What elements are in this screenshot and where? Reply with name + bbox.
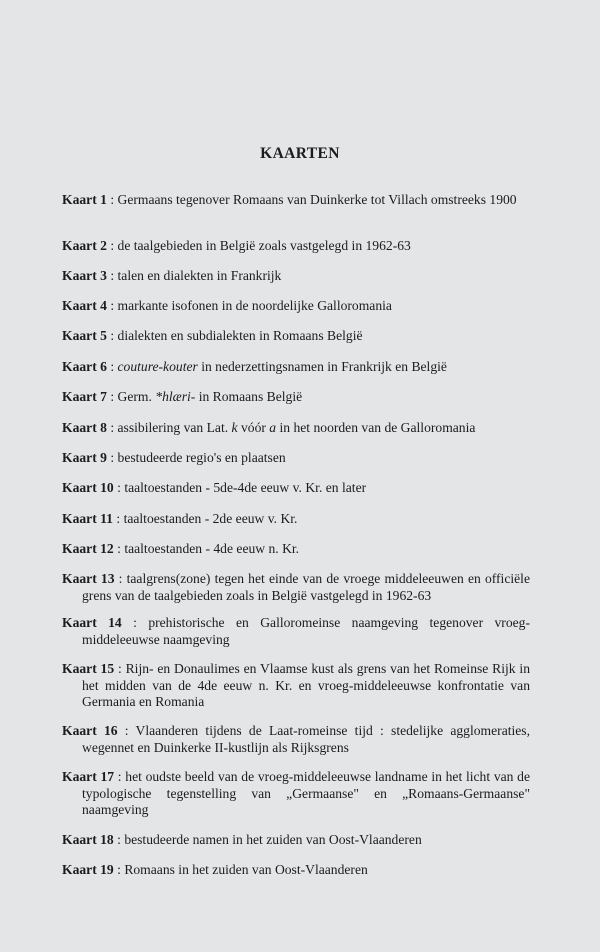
map-entry-8 xyxy=(62,420,530,437)
map-entry-18 xyxy=(62,832,530,849)
entry-italic-term: k xyxy=(231,420,238,435)
entry-separator: : xyxy=(106,389,118,404)
entry-text-pre: assibilering van Lat. xyxy=(117,420,232,435)
entry-text: bestudeerde regio's en plaatsen xyxy=(117,450,286,465)
entry-label: Kaart 13 xyxy=(62,571,115,586)
entry-separator: : xyxy=(113,480,125,495)
entry-text: Vlaanderen tijdens de Laat-romeinse tijd : stedelijke agglomeraties, wegennet en Duinkerke II-kustlijn als Rijksgrens xyxy=(82,723,530,755)
map-entry-10 xyxy=(62,480,530,497)
entry-separator: : xyxy=(106,359,118,374)
entry-label: Kaart 11 xyxy=(62,511,113,526)
entry-text: prehistorische en Galloromeinse naamgeving tegenover vroeg-middeleeuwse naamgeving xyxy=(82,615,530,647)
map-entry-11 xyxy=(62,511,530,528)
map-entry-3 xyxy=(62,268,530,285)
entry-text: taaltoestanden - 4de eeuw n. Kr. xyxy=(124,541,300,556)
entry-separator: : xyxy=(106,268,118,283)
entry-label: Kaart 7 xyxy=(62,389,107,404)
entry-separator: : xyxy=(121,615,149,630)
entry-separator: : xyxy=(106,298,118,313)
entry-separator: : xyxy=(106,328,118,343)
map-entry-16 xyxy=(62,723,530,756)
map-entry-15 xyxy=(62,661,530,711)
entry-text: in Romaans België xyxy=(195,389,303,404)
entry-separator: : xyxy=(112,511,124,526)
entry-label: Kaart 5 xyxy=(62,328,107,343)
entry-text-pre: Germ. xyxy=(117,389,156,404)
entry-label: Kaart 3 xyxy=(62,268,107,283)
entry-separator: : xyxy=(106,192,118,207)
entry-label: Kaart 6 xyxy=(62,359,107,374)
entry-text: taaltoestanden - 5de-4de eeuw v. Kr. en later xyxy=(124,480,367,495)
entry-label: Kaart 18 xyxy=(62,832,114,847)
entry-label: Kaart 4 xyxy=(62,298,107,313)
entry-label: Kaart 15 xyxy=(62,661,115,676)
map-entry-19 xyxy=(62,862,530,879)
map-entry-2 xyxy=(62,238,530,255)
entry-text: markante isofonen in de noordelijke Galloromania xyxy=(117,298,392,313)
entry-label: Kaart 1 xyxy=(62,192,107,207)
entry-text: talen en dialekten in Frankrijk xyxy=(117,268,282,283)
entry-label: Kaart 17 xyxy=(62,769,115,784)
entry-text: de taalgebieden in België zoals vastgelegd in 1962-63 xyxy=(117,238,411,253)
map-entry-13 xyxy=(62,571,530,604)
entry-italic-term: couture-kouter xyxy=(117,359,198,374)
entry-separator: : xyxy=(117,723,136,738)
entry-text: in nederzettingsnamen in Frankrijk en België xyxy=(197,359,447,374)
entry-text: Rijn- en Donaulimes en Vlaamse kust als grens van het Romeinse Rijk in het midden van de 4de eeuw n. Kr. en vroeg-middeleeuwse konfrontatie van Germania en Romania xyxy=(82,661,530,709)
entry-label: Kaart 12 xyxy=(62,541,114,556)
entry-separator: : xyxy=(114,769,126,784)
entry-separator: : xyxy=(106,238,118,253)
entry-label: Kaart 8 xyxy=(62,420,107,435)
entry-text-mid: vóór xyxy=(237,420,270,435)
entry-separator: : xyxy=(106,420,118,435)
entry-label: Kaart 14 xyxy=(62,615,122,630)
entry-text: taaltoestanden - 2de eeuw v. Kr. xyxy=(123,511,298,526)
entry-separator: : xyxy=(113,862,125,877)
entry-separator: : xyxy=(114,571,127,586)
entry-separator: : xyxy=(106,450,118,465)
entry-label: Kaart 2 xyxy=(62,238,107,253)
entry-label: Kaart 10 xyxy=(62,480,114,495)
page-title: KAARTEN xyxy=(260,145,340,162)
entry-text: in het noorden van de Galloromania xyxy=(276,420,476,435)
entry-label: Kaart 9 xyxy=(62,450,107,465)
entry-separator: : xyxy=(114,661,126,676)
entry-text: taalgrens(zone) tegen het einde van de vroege middeleeuwen en officiële grens van de taalgebieden zoals in België vastgelegd in 1962-63 xyxy=(82,571,530,603)
entry-text: bestudeerde namen in het zuiden van Oost-Vlaanderen xyxy=(124,832,422,847)
entry-italic-term: *hlæri- xyxy=(155,389,196,404)
entry-text: dialekten en subdialekten in Romaans België xyxy=(117,328,363,343)
map-entry-6 xyxy=(62,359,530,376)
map-entry-9 xyxy=(62,450,530,467)
map-entry-5 xyxy=(62,328,530,345)
map-entry-4 xyxy=(62,298,530,315)
entry-separator: : xyxy=(113,541,125,556)
map-entry-1 xyxy=(62,192,530,209)
entry-text: het oudste beeld van de vroeg-middeleeuwse landname in het licht van de typologische tegenstelling van „Germaanse" en „Romaans-Germaanse" naamgeving xyxy=(82,769,530,817)
entry-label: Kaart 16 xyxy=(62,723,118,738)
map-entry-17 xyxy=(62,769,530,819)
entry-label: Kaart 19 xyxy=(62,862,114,877)
map-entry-7 xyxy=(62,389,530,406)
entry-text: Romaans in het zuiden van Oost-Vlaanderen xyxy=(124,862,368,877)
entry-separator: : xyxy=(113,832,125,847)
entry-italic-term-2: a xyxy=(269,420,277,435)
entry-text: Germaans tegenover Romaans van Duinkerke tot Villach omstreeks 1900 xyxy=(117,192,517,207)
map-entry-14 xyxy=(62,615,530,648)
map-entry-12 xyxy=(62,541,530,558)
